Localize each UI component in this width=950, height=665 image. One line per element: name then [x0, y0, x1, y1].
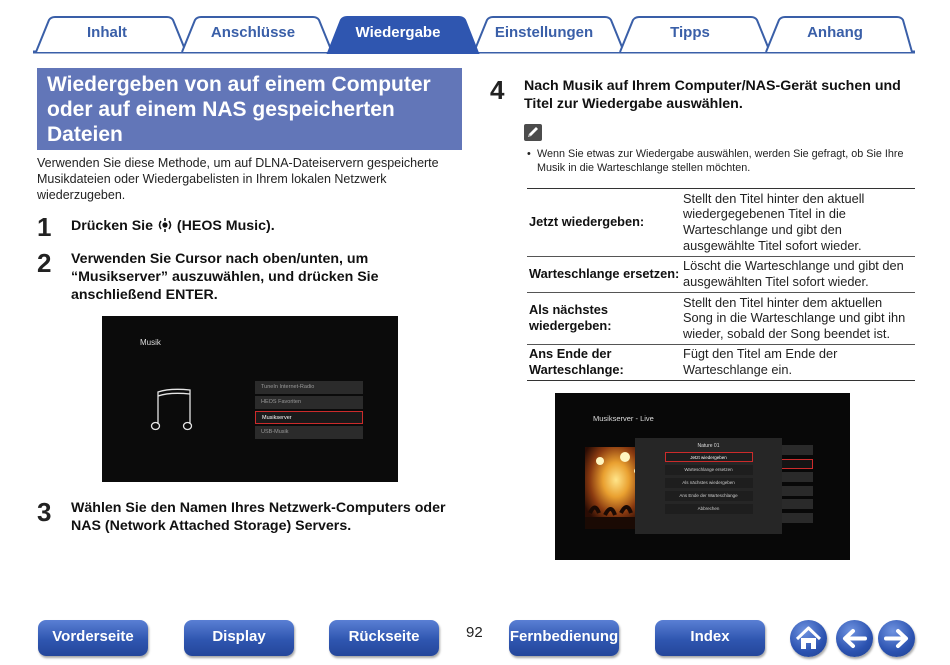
option-key: Ans Ende der Warteschlange:	[527, 345, 683, 381]
step-number: 4	[490, 75, 505, 105]
home-button[interactable]	[790, 620, 827, 657]
option-value: Stellt den Titel hinter dem aktuellen Song in die Warteschlange und gibt ihn wieder, sobald der Song beendet ist.	[683, 293, 915, 345]
tab-anschluesse[interactable]: Anschlüsse	[210, 24, 296, 41]
heos-music-screen	[102, 316, 398, 482]
nav-display-button[interactable]: Display	[184, 620, 294, 656]
step-text-part: Drücken Sie	[71, 218, 157, 234]
step-text: Nach Musik auf Ihrem Computer/NAS-Gerät suchen und Titel zur Wiedergabe auswählen.	[524, 78, 901, 112]
nav-index-button[interactable]: Index	[655, 620, 765, 656]
page-number: 92	[466, 624, 483, 641]
tab-wiedergabe[interactable]: Wiedergabe	[355, 24, 441, 41]
home-icon	[790, 620, 827, 657]
heos-music-icon	[157, 218, 173, 232]
option-key: Jetzt wiedergeben:	[527, 189, 683, 257]
dialog-option-als-naechstes[interactable]: Als nächstes wiedergeben	[665, 478, 753, 488]
table-row	[527, 189, 915, 257]
options-table	[527, 188, 915, 381]
tab-einstellungen[interactable]: Einstellungen	[494, 24, 594, 41]
step-number: 3	[37, 497, 52, 527]
dialog-option-abbrechen[interactable]: Abbrechen	[665, 504, 753, 514]
option-value: Stellt den Titel hinter den aktuell wiedergegebenen Titel in die Warteschlange und gibt den ausgewählte Titel sofort wieder.	[683, 189, 915, 257]
intro-text: Verwenden Sie diese Methode, um auf DLNA-Dateiservern gespeicherte Musikdateien oder Wiedergabelisten in Ihrem lokalen Netzwerk wiederzugeben.	[37, 156, 439, 202]
dialog-option-ans-ende[interactable]: Ans Ende der Warteschlange	[665, 491, 753, 501]
section-title-box	[37, 68, 462, 150]
note-text: • Wenn Sie etwas zur Wiedergabe auswählen, werden Sie gefragt, ob Sie Ihre Musik in die Warteschlange stellen möchten.	[527, 147, 907, 175]
nav-fernbedienung-button[interactable]: Fernbedienung	[509, 620, 619, 656]
music-source-menu	[255, 381, 363, 441]
step-text	[71, 217, 451, 235]
screen-header: Musik	[140, 338, 161, 347]
option-value: Fügt den Titel am Ende der Warteschlange ein.	[683, 345, 915, 381]
option-value: Löscht die Warteschlange und gibt den ausgewählten Titel sofort wieder.	[683, 257, 915, 293]
nav-rueckseite-button[interactable]: Rückseite	[329, 620, 439, 656]
step-number: 1	[37, 212, 52, 242]
menu-item-heos-favoriten[interactable]: HEOS Favoriten	[255, 396, 363, 409]
dialog-option-warteschlange-ersetzen[interactable]: Warteschlange ersetzen	[665, 465, 753, 475]
musikserver-screen	[555, 393, 850, 560]
arrow-right-icon	[878, 620, 915, 657]
arrow-left-icon	[836, 620, 873, 657]
option-key: Warteschlange ersetzen:	[527, 257, 683, 293]
queue-dialog	[635, 438, 782, 534]
tab-tipps[interactable]: Tipps	[670, 24, 710, 41]
table-row	[527, 257, 915, 293]
tab-bar	[33, 16, 915, 54]
menu-item-tunein[interactable]: TuneIn Internet-Radio	[255, 381, 363, 394]
tab-inhalt[interactable]: Inhalt	[87, 24, 127, 41]
screen-header: Musikserver - Live	[593, 414, 654, 423]
menu-item-musikserver[interactable]: Musikserver	[255, 411, 363, 424]
step-text: Verwenden Sie Cursor nach oben/unten, um “Musikserver” auszuwählen, und drücken Sie anschließend ENTER.	[71, 251, 379, 303]
table-row	[527, 345, 915, 381]
step-text-part: (HEOS Music).	[172, 218, 275, 234]
option-key: Als nächstes wiedergeben:	[527, 293, 683, 345]
step-number: 2	[37, 248, 52, 278]
menu-item-usb-musik[interactable]: USB-Musik	[255, 426, 363, 439]
pencil-icon	[524, 124, 542, 141]
music-note-icon	[150, 386, 200, 434]
forward-button[interactable]	[878, 620, 915, 657]
step-text: Wählen Sie den Namen Ihres Netzwerk-Computers oder NAS (Network Attached Storage) Servers.	[71, 500, 446, 534]
dialog-option-jetzt-wiedergeben[interactable]: Jetzt wiedergeben	[665, 452, 753, 462]
back-button[interactable]	[836, 620, 873, 657]
tab-anhang[interactable]: Anhang	[807, 24, 863, 41]
section-title: Wiedergeben von auf einem Computer oder auf einem NAS gespeicherten Dateien	[47, 73, 431, 146]
nav-vorderseite-button[interactable]: Vorderseite	[38, 620, 148, 656]
dialog-title: Nature 01	[697, 443, 720, 449]
table-row	[527, 293, 915, 345]
